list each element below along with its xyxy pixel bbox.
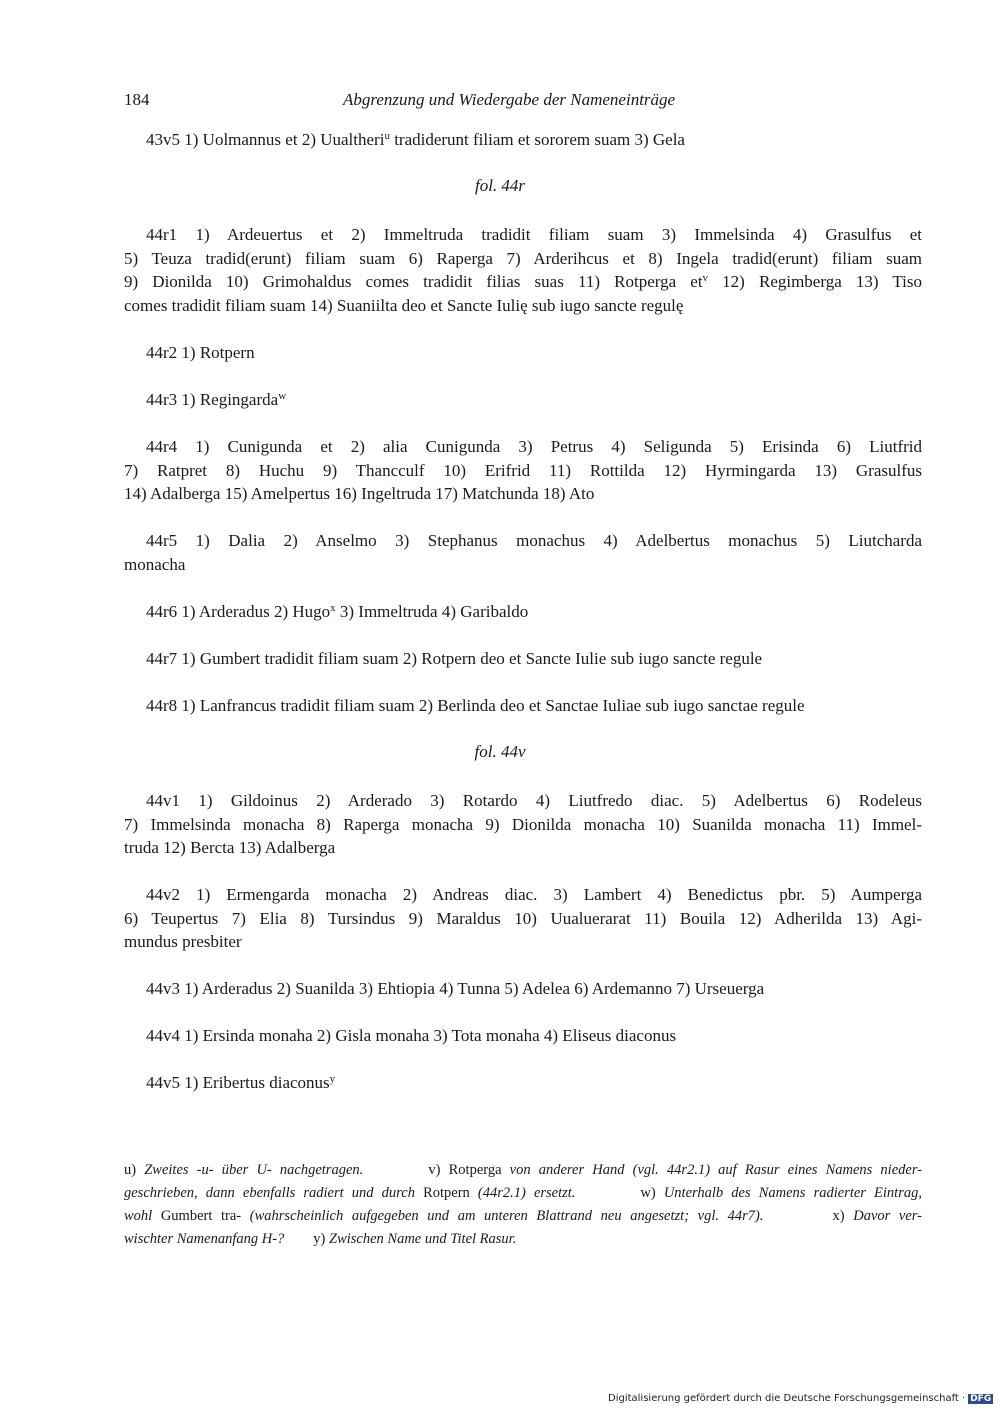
entry-44r4 — [124, 435, 922, 506]
entry-line: 7) Ratpret 8) Huchu 9) Thancculf 10) Erifrid 11) Rottilda 12) Hyrmingarda 13) Grasulfus — [124, 460, 922, 480]
folio-heading-44r: fol. 44r — [474, 176, 526, 195]
entry-44r7 — [124, 647, 922, 671]
entry-44r6 — [124, 600, 922, 624]
entry-44r3 — [124, 388, 922, 412]
footnote-line: wohl Gumbert tra- (wahrscheinlich aufgegeben und am unteren Blattrand neu angesetzt; vgl. 44r7). x) Davor ver- — [124, 1208, 922, 1224]
entry-line: 44r2 1) Rotpern — [146, 343, 255, 362]
entry-44v5 — [124, 1071, 922, 1095]
footnote-line: wischter Namenanfang H-? y) Zwischen Name und Titel Rasur. — [124, 1231, 517, 1247]
entry-line: 5) Teuza tradid(erunt) filiam suam 6) Raperga 7) Arderihcus et 8) Ingela tradid(erunt) filiam suam — [124, 248, 922, 268]
entry-44r5 — [124, 529, 922, 576]
entry-line: mundus presbiter — [124, 932, 242, 951]
entry-line: 44r1 1) Ardeuertus et 2) Immeltruda tradidit filiam suam 3) Immelsinda 4) Grasulfus et — [146, 225, 922, 244]
entry-44v3 — [124, 977, 922, 1001]
entry-line: 44v3 1) Arderadus 2) Suanilda 3) Ehtiopia 4) Tunna 5) Adelea 6) Ardemanno 7) Urseuerga — [146, 979, 765, 998]
footnote-line: geschrieben, dann ebenfalls radiert und durch Rotpern (44r2.1) ersetzt. w) Unterhalb des Namens radierter Eintrag, — [124, 1185, 922, 1201]
entry-line: monacha — [124, 554, 186, 574]
entry-44v4 — [124, 1024, 922, 1048]
entry-line: 44v5 1) Eribertus diaconus$^y$ — [146, 1073, 336, 1092]
entry-44v2 — [124, 883, 922, 954]
entry-line: 6) Teupertus 7) Elia 8) Tursindus 9) Maraldus 10) Uualuerarat 11) Bouila 12) Adherilda 13) Agi- — [124, 908, 922, 928]
dfg-logo: DFG — [970, 1394, 992, 1404]
footnotes — [124, 1159, 922, 1251]
running-title: Abgrenzung und Wiedergabe der Nameneinträge — [343, 90, 676, 109]
entry-line: 44r7 1) Gumbert tradidit filiam suam 2) Rotpern deo et Sancte Iulie sub iugo sancte regule — [146, 649, 763, 668]
funding-notice: Digitalisierung gefördert durch die Deutsche Forschungsgemeinschaft · DFG — [608, 1393, 992, 1404]
footnote-line: u) Zweites -u- über U- nachgetragen. v) Rotperga von anderer Hand (vgl. 44r2.1) auf Rasur eines Namens nieder- — [124, 1162, 923, 1178]
page-number: 184 — [124, 90, 150, 109]
entry-line: 44v1 1) Gildoinus 2) Arderado 3) Rotardo 4) Liutfredo diac. 5) Adelbertus 6) Rodeleus — [146, 791, 922, 810]
entry-line: 44r4 1) Cunigunda et 2) alia Cunigunda 3) Petrus 4) Seligunda 5) Erisinda 6) Liutfrid — [146, 437, 922, 456]
entry-line: 44r3 1) Regingarda$^w$ — [146, 390, 287, 409]
entry-line: 9) Dionilda 10) Grimohaldus comes tradidit filias suas 11) Rotperga $et^v$ 12) Regimberga 13) Tiso — [124, 272, 923, 291]
entry-line: 43v5 1) Uolmannus et 2) Uualtheri$^u$ tradiderunt filiam et sororem suam 3) Gela — [146, 130, 685, 149]
entry-line: 44r5 1) Dalia 2) Anselmo 3) Stephanus monachus 4) Adelbertus monachus 5) Liutcharda — [146, 531, 922, 550]
entry-44r2 — [124, 341, 922, 365]
entry-line: truda 12) Bercta 13) Adalberga — [124, 838, 336, 857]
folio-heading-44v: fol. 44v — [474, 742, 526, 761]
entry-line: 44v2 1) Ermengarda monacha 2) Andreas diac. 3) Lambert 4) Benedictus pbr. 5) Aumperga — [146, 885, 922, 904]
entry-43v5 — [124, 128, 922, 152]
entry-line: 44r6 1) Arderadus 2) Hugo$^x$ 3) Immeltruda 4) Garibaldo — [146, 602, 529, 621]
entry-line: comes tradidit filiam suam 14) Suaniilta deo et Sancte Iulię sub iugo sancte regulę — [124, 295, 684, 315]
entry-44v1 — [124, 789, 922, 860]
entry-line: 14) Adalberga 15) Amelpertus 16) Ingeltruda 17) Matchunda 18) Ato — [124, 484, 595, 503]
entry-line: 44r8 1) Lanfrancus tradidit filiam suam 2) Berlinda deo et Sanctae Iuliae sub iugo sanctae regule — [146, 696, 805, 715]
entry-line: 44v4 1) Ersinda monaha 2) Gisla monaha 3) Tota monaha 4) Eliseus diaconus — [146, 1026, 677, 1045]
entry-44r8 — [124, 694, 922, 718]
entry-44r1 — [124, 223, 922, 317]
entry-line: 7) Immelsinda monacha 8) Raperga monacha 9) Dionilda monacha 10) Suanilda monacha 11) Immel- — [124, 814, 922, 834]
